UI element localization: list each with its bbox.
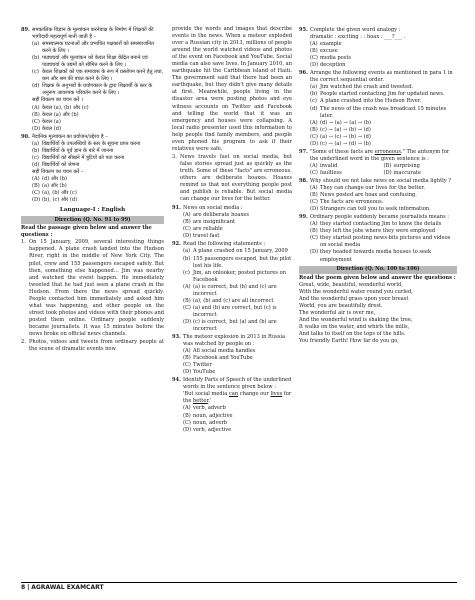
quoted-sentence: 'But social media can change our lives for the better.': [183, 391, 292, 405]
option: (B) News posted are hoax and confusing.: [310, 192, 417, 199]
answer-option: (C) (a), (b) और (c): [32, 190, 77, 197]
option: (c) A plane crashed into the Hudson River.: [310, 98, 422, 105]
option-prompt: सही विकल्प का चयन करें ।: [32, 97, 83, 104]
instruction: Read the passage given below and answer the questions :: [21, 225, 152, 239]
passage-continued: provide the words and images that describe events in the news. When a meteor exploded over a Russian city in 2013, millions of people around the world watched videos and photos of the event on Facebook and YouTube. Social media can also save lives. In January 2010, an earthquake hit the Caribbean island of Haiti. The government said that there had been an earthquake, but they didn't give many details at first. Meanwhile, people living in the disaster area were posting photos and eye witness accounts on Twitter and Facebook and telling the world that it was an emergency and houses were collapsing. A local radio presenter used this information to help people find family members, and people even phoned his program to ask if their relatives were safe.: [172, 26, 292, 152]
poem-line: And the wonderful grass upon your breast: [299, 295, 409, 302]
option: (B) Facebook and YouTube: [183, 355, 253, 362]
answer-option: (A) (a) is correct, but (b) and (c) are incorrect: [183, 283, 277, 297]
option: (B) noun, adjective: [183, 412, 233, 419]
underlined-word: lives: [270, 391, 283, 398]
question-number: 90.: [21, 133, 30, 140]
option: (D) verb, adjective: [183, 426, 232, 433]
answer-option: (C) (a) → (c) → (b) → (d): [310, 133, 371, 140]
answer-option: (D) केवल (d): [32, 125, 62, 132]
option: (A) example: [310, 41, 342, 48]
option: (D) deception: [310, 62, 346, 69]
underlined-word: erroneous: [374, 148, 401, 155]
poem-line: And the wonderful wind is shaking the tree,: [299, 316, 413, 323]
option: (C) The facts are erroneous.: [310, 199, 384, 206]
option: (b) पाठ्यचर्या और मूल्यांकन को केवल शिक्षा केंद्रित बनाने एवं पाठ्यचर्या के उद्यमों को सीमित करने के लिए ।: [32, 55, 148, 69]
answer-option: (D) (c) → (a) → (d) → (b): [310, 140, 371, 147]
option: (a) विद्यार्थियों के उपलब्धियों के स्तर के सूचना प्राप्त करना: [32, 140, 141, 147]
passage-paragraph-3: 3. News travels fast on social media, but false stories spread just as quickly as the truth. Some of these "facts" are erroneous, others are deliberate hoaxes. Hoaxes remind us that not everything people post and publish is reliable. But social media can change our lives for the better.: [172, 153, 292, 203]
poem-line: You friendly Earth! How far do you go,: [299, 338, 399, 345]
option: (D) YouTube: [183, 369, 216, 376]
question-text: समकालिक विज्ञान के मूल्यांकन करनेवाक्ष के निर्माण में शिक्षकों की भागीदारी महत्वपूर्ण मानी जाती है –: [32, 27, 154, 41]
option: (C) noun, adverb: [183, 419, 228, 426]
footer-separator: |: [27, 584, 30, 591]
answer-option: (D) (c) is correct, but (a) and (b) are incorrect: [183, 318, 277, 332]
option: (b) 155 passengers escaped, but the pilot lost his life.: [183, 255, 292, 269]
answer-option: (C) (a) and (b) are correct, but (c) is incorrect: [183, 304, 277, 318]
question-91: 91. News on social media :: [172, 205, 243, 212]
passage-paragraph-1: 1. On 15 January, 2009, several interesting things happened. A plane crash landed into the Hudson River, right in the middle of New York City. The pilot, crew and 155 passengers escaped safely. But then, something else happened… Jim was nearby and watched the event happen. He immediately tweeted that he had just seen a plane crash in the Hudson. From there the news spread quickly. People contacted him immediately and asked him what was happening, and other people on the street took photos and videos with their phones and posted them online. Ordinary people suddenly became journalists. It was 15 minutes before the news broke on official news channels.: [21, 239, 164, 337]
option: (C) media posts: [310, 55, 351, 62]
option: (d) The news of the crash was broadcast 15 minutes later.: [310, 105, 447, 119]
poem-line: And talks to itself on the tops of the hills.: [299, 330, 406, 337]
option: (c) केवल शिक्षकों को एक समावास के रूप में प्रस्तोपन करने हेतु तथा, कम और श्रम की बचत करने के लिए ।: [32, 69, 164, 83]
underlined-word: better: [192, 398, 209, 405]
page-number: 8: [21, 584, 26, 591]
option-pair: (C) faultless (D) inaccurate: [310, 169, 421, 176]
question-text: नैदानिक मूल्यांकन का प्रयोजन/उद्देश्य है –: [32, 133, 108, 140]
poem-line: It walks on the water, and whirls the mills,: [299, 323, 410, 330]
answer-option: (B) (a) और (b): [32, 183, 67, 190]
option: (c) Jim, an onlooker, posted pictures on Facebook: [183, 269, 286, 283]
answer-option: (B) केवल (a) और (b): [32, 111, 79, 118]
answer-option: (B) (c) → (a) → (b) → (d): [310, 126, 371, 133]
question-98: 98. Why should we not take news on social media lightly ?: [299, 177, 451, 184]
option: (B) are insignificant: [183, 219, 236, 226]
page-footer: [21, 582, 457, 593]
option-pair: (A) invalid (B) surprising: [310, 162, 420, 169]
column-left: [21, 26, 164, 354]
option: (A) They can change our lives for the better.: [310, 185, 425, 192]
option: (C) Twitter: [183, 362, 212, 369]
option: (d) विद्यार्थियों को श्रेणना: [32, 161, 80, 168]
option: (b) People started contacting Jim for updated news.: [310, 91, 445, 98]
direction-band: Direction (Q. No. 91 to 99): [21, 216, 164, 224]
answer-option: (C) केवल (a): [32, 118, 61, 125]
question-92: 92. Read the following statements :: [172, 241, 266, 248]
option: (A) verb, adverb: [183, 405, 226, 412]
option: (C) they started posting news-bits pictures and videos on social media: [310, 235, 451, 249]
question-89: [21, 27, 164, 41]
passage-paragraph-2: 2. Photos, videos and tweets from ordinary people at the scene of dramatic events now: [21, 339, 164, 353]
option: (A) are deliberate hoaxes: [183, 212, 249, 219]
answer-option: (A) (d) → (a) → (a) → (b): [310, 119, 372, 126]
option: (A) All social media handles: [183, 348, 256, 355]
option: (d) शिक्षक के अनुभवों के प्रयोगकाल के द्वारा शिक्षार्थी के स्तर के अनुरूप आवश्यक परिवर्तन करने के लिए ।: [32, 83, 153, 97]
answer-option: (A) केवल (a), (b) और (c): [32, 104, 89, 111]
option-prompt: सही विकल्प का चयन करें –: [32, 168, 84, 175]
answer-option: (B) (a), (b) and (c) are all incorrect: [183, 297, 274, 304]
section-title: Language-I : English: [59, 207, 126, 214]
option: (a) Jim watched the crash and tweeted.: [310, 84, 413, 91]
column-right: [299, 26, 457, 345]
question-97: 97. "Some of these facts are erroneous." The antonym for the underlined word in the given sentence is :: [299, 148, 450, 162]
option: (c) विद्यार्थियों को सीखने में त्रुटियों को पता करना: [32, 154, 125, 161]
answer-option: (D) (b), (c) और (d): [32, 197, 78, 204]
direction-band: Direction (Q. No. 100 to 106): [299, 266, 457, 274]
option: (C) are reliable: [183, 226, 223, 233]
question-99: 99. Ordinary people suddenly became journalists means :: [299, 214, 450, 221]
analogy-line: dramatic : exciting : : hoax : ___?___ .: [310, 34, 406, 41]
option: (D) they headed towards media houses to seek employment: [310, 249, 432, 263]
question-93: 93. The meteor explosion in 2013 in Russia was watched by people on :: [172, 334, 286, 348]
instruction: Read the poem given below and answer the questions :: [299, 274, 456, 281]
option: (a) A plane crashed on 15 January, 2009: [183, 248, 288, 255]
answer-option: (A) (d) और (b): [32, 175, 68, 182]
underlined-word: can: [228, 391, 239, 398]
poem-line: Great, wide, beautiful, wonderful world,: [299, 281, 403, 288]
question-94: 94. Identify Parts of Speech of the underlined words in the sentence given below :: [172, 377, 292, 391]
question-95: 95. Complete the given word analogy :: [299, 27, 401, 33]
question-90: [21, 134, 164, 141]
option: (D) travel fast: [183, 233, 220, 240]
column-middle: [172, 26, 292, 434]
option: (b) विद्यार्थियों के पूर्व ज्ञान के बारे में जानना: [32, 147, 114, 154]
option: (D) Strangers can tell you to seek information.: [310, 206, 431, 213]
poem-line: World, you are beautifully drest.: [299, 302, 383, 309]
option: (a) समस्यात्मक घटनाओं और प्रभावित पक्षकारों को समस्याजनित करने के लिए ।: [32, 41, 154, 55]
option: (B) excuse: [310, 48, 338, 55]
poem-line: With the wonderful water round you curled,: [299, 288, 413, 295]
option: (A) they started contacting Jim to know the details: [310, 221, 442, 228]
publisher-brand: AGRAWAL EXAMCART: [31, 584, 104, 591]
question-number: 89.: [21, 27, 30, 33]
question-96: 96. Arrange the following events as mentioned in para 1 in the correct sequential order.: [299, 70, 453, 84]
poem-line: The wonderful air is over me,: [299, 309, 376, 316]
option: (B) they left the jobs where they were employed: [310, 228, 436, 235]
